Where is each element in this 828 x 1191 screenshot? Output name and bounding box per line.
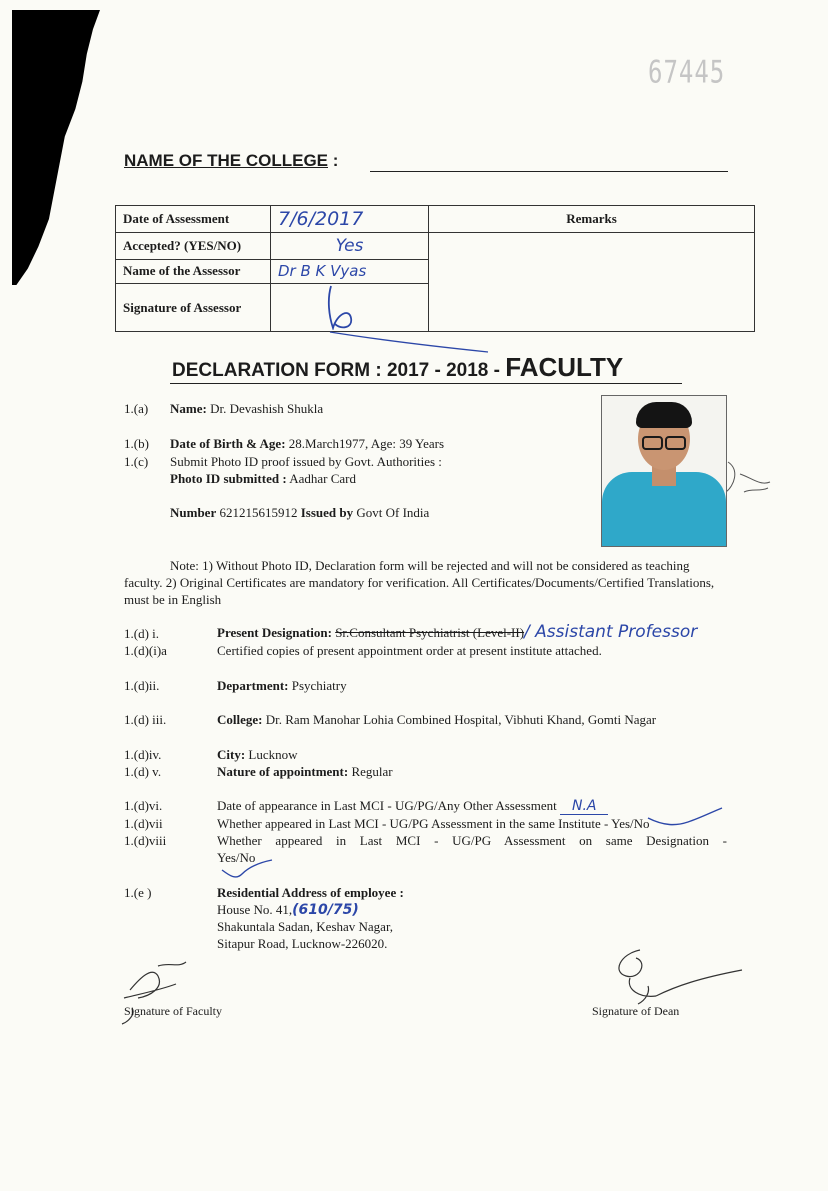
date-of-assessment-value: 7/6/2017 [271,206,429,233]
mci-same-institute-field: Whether appeared in Last MCI - UG/PG Assessment in the same Institute - Yes/No [217,816,650,831]
remarks-header: Remarks [429,206,755,233]
assessor-signature-label: Signature of Assessor [116,284,271,332]
item-number: 1.(d)vi. [124,798,163,813]
address-line-2: Shakuntala Sadan, Keshav Nagar, [217,919,394,934]
college-name-line [370,171,728,172]
remarks-cell [429,233,755,332]
assessor-name-value: Dr B K Vyas [271,259,429,283]
mci-same-designation-answer: Yes/No [217,850,256,865]
item-number: 1.(e ) [124,885,152,900]
address-line-1: House No. 41,(610/75) [217,902,359,918]
dean-signature-label: Signature of Dean [592,1004,680,1018]
mci-date-field: Date of appearance in Last MCI - UG/PG/Any Other Assessment N.A [217,798,608,814]
item-number: 1.(d) i. [124,626,160,641]
note-text: Note: 1) Without Photo ID, Declaration form will be rejected and will not be considered as teaching faculty. 2) Original Certificates are mandatory for verification. All Certificates/Documents/Certified Translations, must be in English [124,558,715,607]
mci-same-designation-field: Whether appeared in Last MCI - UG/PG Assessment on same Designation - [217,833,727,848]
stamp-number: 67445 [648,54,726,91]
appointment-field: Nature of appointment: Regular [217,764,393,779]
table-row [116,206,755,233]
date-of-assessment-label: Date of Assessment [116,206,271,233]
item-number: 1.(d) iii. [124,712,167,727]
address-line-3: Sitapur Road, Lucknow-226020. [217,936,388,951]
item-number: 1.(d)ii. [124,678,160,693]
item-number: 1.(d)iv. [124,747,162,762]
accepted-value: Yes [271,233,429,260]
item-number: 1.(d) v. [124,764,162,779]
scan-edge-shadow [12,10,100,285]
declaration-title: DECLARATION FORM : 2017 - 2018 - FACULTY [172,352,624,382]
assessment-table [115,205,755,332]
faculty-signature-label: Signature of Faculty [124,1004,222,1018]
college-label: NAME OF THE COLLEGE : [124,151,339,170]
name-field: Name: Dr. Devashish Shukla [170,401,324,416]
table-row [116,233,755,260]
city-field: City: Lucknow [217,747,298,762]
item-number: 1.(c) [124,454,149,469]
assessor-signature-cell [271,284,429,332]
dob-field: Date of Birth & Age: 28.March1977, Age: 39 Years [170,436,445,451]
item-number: 1.(b) [124,436,149,451]
appointment-order-text: Certified copies of present appointment order at present institute attached. [217,643,602,658]
photo-id-instruction: Submit Photo ID proof issued by Govt. Authorities : [170,454,442,469]
department-field: Department: Psychiatry [217,678,347,693]
address-label: Residential Address of employee : [217,885,404,900]
college-field: College: Dr. Ram Manohar Lohia Combined Hospital, Vibhuti Khand, Gomti Nagar [217,712,657,727]
designation-field: Present Designation: Sr.Consultant Psychiatrist (Level-II)/ Assistant Professor [217,622,698,642]
item-number: 1.(a) [124,401,149,416]
faculty-photo [601,395,727,547]
accepted-label: Accepted? (YES/NO) [116,233,271,260]
assessor-signature [271,284,401,330]
item-number: 1.(d)viii [124,833,167,848]
item-number: 1.(d)(i)a [124,643,167,658]
photo-id-field: Photo ID submitted : Aadhar Card [170,471,356,486]
item-number: 1.(d)vii [124,816,163,831]
declaration-title-underline [170,383,682,384]
assessor-name-label: Name of the Assessor [116,259,271,283]
id-number-field: Number 621215615912 Issued by Govt Of India [170,505,430,520]
